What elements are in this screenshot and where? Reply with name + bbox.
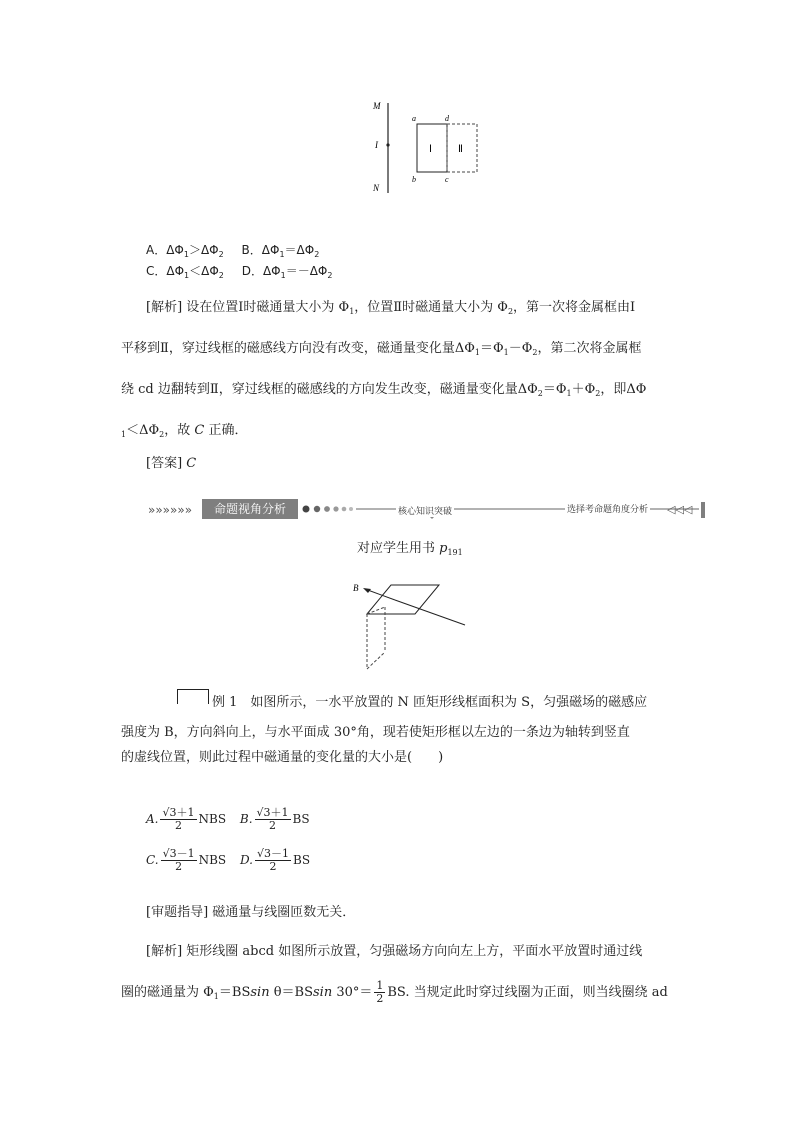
label-b: b (412, 175, 416, 184)
example1-line3: 的虚线位置，则此过程中磁通量的变化量的大小是( ) (121, 750, 444, 765)
label-region-1: Ⅰ (429, 144, 432, 155)
label-M: M (373, 101, 381, 111)
analysis1-line3: 绕 cd 边翻转到Ⅱ，穿过线框的磁感线的方向发生改变，磁通量变化量$\Delta\Phi_2=\Phi_1+\Phi_2$，即ΔΦ (121, 382, 647, 398)
answer-value: C (186, 456, 197, 471)
label-d: d (445, 114, 449, 123)
figure-plane-field (345, 577, 470, 672)
option-b: B．$\Delta\Phi_1=\Delta\Phi_2$ (241, 243, 320, 259)
analysis1-line1: [解析] 设在位置Ⅰ时磁通量大小为 $\Phi_1$，位置Ⅱ时磁通量大小为 $\Phi_2$，第一次将金属框由Ⅰ (146, 300, 636, 316)
figure-wire-loop (360, 95, 490, 200)
analysis2-line2: 圈的磁通量为 $\Phi_1=BSsin$ θ＝BSsin 30°＝ $\frac{1}{2}$ BS. 当规定此时穿过线圈为正面，则当线圈绕 ad (121, 979, 668, 1005)
example1-line1: 例 1 如图所示，一水平放置的 N 匝矩形线框面积为 S，匀强磁场的磁感应 (212, 695, 648, 710)
option2-b: B. $\frac{√3+1}{2}$ BS (239, 806, 310, 832)
chevrons-icon: »»»»»» (148, 503, 193, 517)
example1-line2: 强度为 B，方向斜向上，与水平面成 30°角，现若使矩形框以左边的一条边为轴转到竖直 (121, 725, 630, 740)
arrowhead-icon (363, 588, 371, 593)
option2-d: D. $\frac{√3-1}{2}$ BS (239, 847, 311, 873)
option-c: C．$\Delta\Phi_1<\Delta\Phi_2$ (146, 264, 224, 280)
label-B: B (353, 583, 359, 593)
banner-tag: 命题视角分析 (213, 502, 286, 516)
banner-center: 核心知识突破 (396, 504, 454, 517)
options1-row2 (146, 262, 332, 280)
banner-right: 选择考命题角度分析 (565, 502, 650, 515)
field-line (395, 600, 465, 625)
label-N: N (373, 183, 380, 193)
label-I: I (375, 140, 378, 150)
analysis1-line4: $_1<\Delta\Phi_2$，故 C 正确． (121, 423, 248, 439)
option2-c: C. $\frac{√3-1}{2}$ NBS (146, 847, 227, 873)
answer1 (146, 452, 196, 471)
label-region-2: Ⅱ (458, 144, 463, 155)
option2-a: A. $\frac{√3+1}{2}$ NBS (146, 806, 227, 832)
option-d: D．$\Delta\Phi_1=-\Delta\Phi_2$ (241, 264, 333, 280)
arrow-left-icon: ◁◁◁ (667, 503, 693, 516)
label-c: c (445, 175, 449, 184)
student-book-reference: 对应学生用书 $p_{191}$ (357, 541, 463, 557)
exam-guide: [审题指导] 磁通量与线圈匝数无关． (146, 905, 356, 920)
loop-position-1 (417, 124, 447, 172)
example-bracket (177, 689, 209, 704)
options2-row1 (146, 807, 310, 832)
option-a: A．$\Delta\Phi_1>\Delta\Phi_2$ (146, 243, 224, 259)
options1-row1 (146, 241, 319, 259)
section-banner (146, 499, 708, 521)
answer-label: [答案] (146, 456, 183, 471)
analysis2-line1: [解析] 矩形线圈 abcd 如图所示放置，匀强磁场方向向左上方，平面水平放置时通过线 (146, 944, 643, 959)
analysis1-line2: 平移到Ⅱ，穿过线框的磁感线方向没有改变，磁通量变化量$\Delta\Phi_1=\Phi_1-\Phi_2$，第二次将金属框 (121, 341, 642, 357)
current-dot (386, 143, 389, 146)
label-a: a (412, 114, 416, 123)
options2-row2 (146, 848, 310, 873)
